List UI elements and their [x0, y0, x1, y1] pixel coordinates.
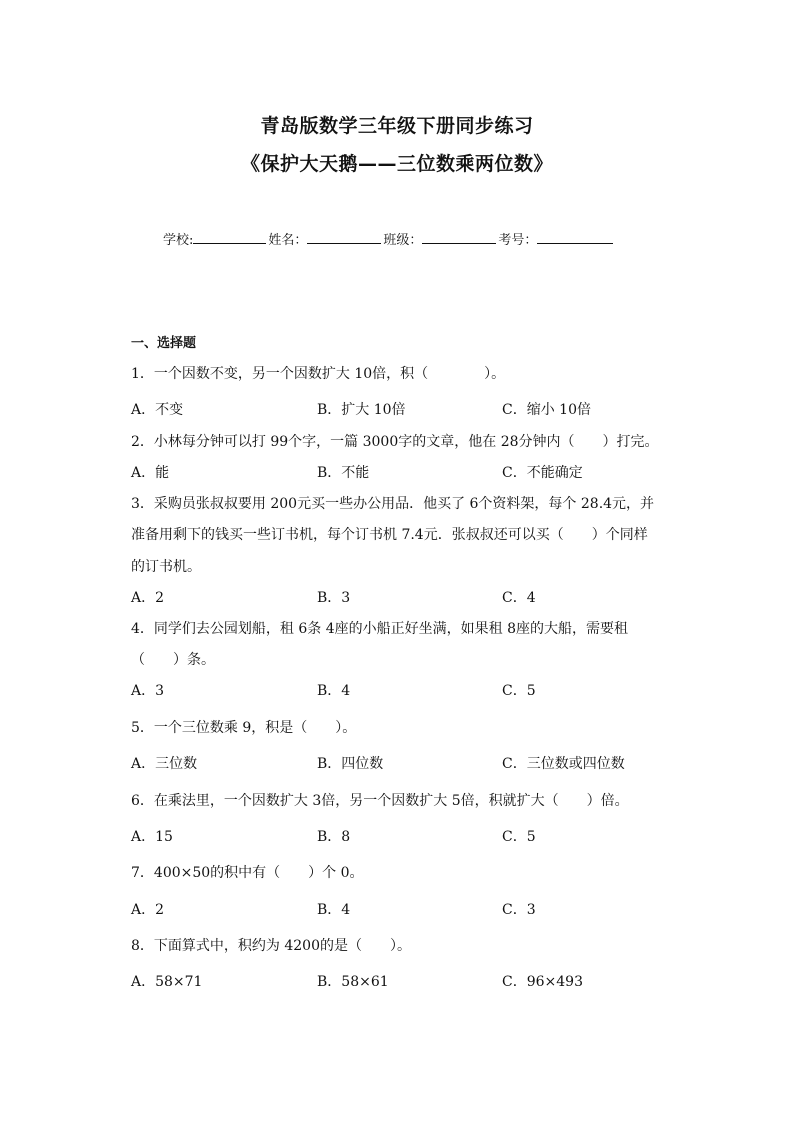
q6-option-a[interactable]: A．15 [131, 829, 173, 845]
q1-option-c[interactable]: C．缩小 10倍 [502, 402, 591, 418]
q6-option-c[interactable]: C．5 [502, 829, 536, 845]
class-blank[interactable] [422, 229, 496, 244]
q6-option-b[interactable]: B．8 [317, 829, 351, 845]
question-3-text-line2: 准备用剩下的钱买一些订书机，每个订书机 7.4元．张叔叔还可以买（ ）个同样 [131, 527, 648, 543]
q7-option-a[interactable]: A．2 [131, 902, 165, 918]
page-title: 青岛版数学三年级下册同步练习 [260, 115, 534, 137]
q4-option-c[interactable]: C．5 [502, 683, 536, 699]
question-3-text-line3: 的订书机。 [131, 559, 201, 575]
page-subtitle: 《保护大天鹅——三位数乘两位数》 [240, 153, 553, 175]
q3-option-c[interactable]: C．4 [502, 590, 536, 606]
q5-option-c[interactable]: C．三位数或四位数 [502, 756, 625, 772]
q2-option-c[interactable]: C．不能确定 [502, 465, 583, 481]
q1-option-b[interactable]: B．扩大 10倍 [317, 402, 406, 418]
class-label: 班级： [383, 233, 423, 248]
number-blank[interactable] [537, 229, 613, 244]
school-blank[interactable] [193, 229, 266, 244]
q7-option-c[interactable]: C．3 [502, 902, 536, 918]
question-4-text-line2: （ ）条。 [131, 652, 215, 668]
q7-option-b[interactable]: B．4 [317, 902, 351, 918]
number-label: 考号： [498, 233, 538, 248]
question-7-text: 7．400×50的积中有（ ）个 0。 [131, 865, 364, 881]
q4-option-a[interactable]: A．3 [131, 683, 165, 699]
q4-option-b[interactable]: B．4 [317, 683, 351, 699]
question-2-text: 2．小林每分钟可以打 99个字，一篇 3000字的文章，他在 28分钟内（ ）打完。 [131, 434, 659, 450]
q2-option-b[interactable]: B．不能 [317, 465, 370, 481]
q3-option-a[interactable]: A．2 [131, 590, 165, 606]
q2-option-a[interactable]: A．能 [131, 465, 170, 481]
question-5-text: 5．一个三位数乘 9，积是（ ）。 [131, 720, 357, 736]
student-info-line [163, 229, 615, 248]
question-1-text: 1．一个因数不变，另一个因数扩大 10倍，积（ ）。 [131, 366, 506, 382]
q5-option-b[interactable]: B．四位数 [317, 756, 384, 772]
name-label: 姓名： [268, 233, 308, 248]
q5-option-a[interactable]: A．三位数 [131, 756, 198, 772]
question-3-text-line1: 3．采购员张叔叔要用 200元买一些办公用品．他买了 6个资料架，每个 28.4元，并 [131, 496, 655, 512]
q8-option-b[interactable]: B．58×61 [317, 974, 389, 990]
question-4-text-line1: 4．同学们去公园划船，租 6条 4座的小船正好坐满，如果租 8座的大船，需要租 [131, 621, 628, 637]
section-heading: 一、选择题 [131, 336, 197, 351]
q1-option-a[interactable]: A．不变 [131, 402, 184, 418]
school-label: 学校: [163, 233, 194, 248]
q8-option-a[interactable]: A．58×71 [131, 974, 203, 990]
question-8-text: 8．下面算式中，积约为 4200的是（ ）。 [131, 938, 411, 954]
name-blank[interactable] [307, 229, 381, 244]
question-6-text: 6．在乘法里，一个因数扩大 3倍，另一个因数扩大 5倍，积就扩大（ ）倍。 [131, 793, 629, 809]
q3-option-b[interactable]: B．3 [317, 590, 351, 606]
q8-option-c[interactable]: C．96×493 [502, 974, 583, 990]
